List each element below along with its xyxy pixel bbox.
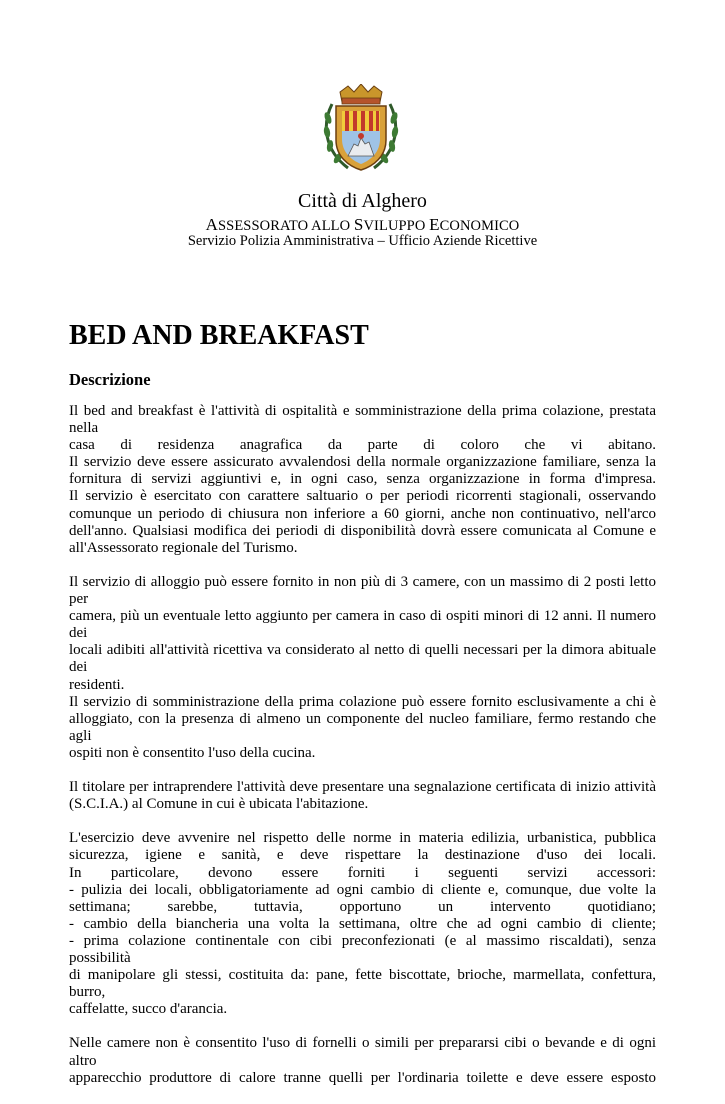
- text-line: - prima colazione continentale con cibi preconfezionati (e al massimo riscaldati), senza possibilità: [69, 932, 656, 966]
- paragraph: [69, 830, 656, 1018]
- text-line: fornitura di servizi aggiuntivi e, in ogni caso, senza organizzazione in forma d'impresa.: [69, 471, 656, 488]
- text-line: di manipolare gli stessi, costituita da: pane, fette biscottate, brioche, marmellata, confettura, burro,: [69, 967, 656, 1001]
- text-line: Il servizio di alloggio può essere fornito in non più di 3 camere, con un massimo di 2 posti letto per: [69, 573, 656, 608]
- text-line: In particolare, devono essere forniti i seguenti servizi accessori:: [69, 864, 656, 881]
- text-line: Il servizio deve essere assicurato avvalendosi della normale organizzazione familiare, senza la: [69, 454, 656, 471]
- text-line: casa di residenza anagrafica da parte di coloro che vi abitano.: [69, 437, 656, 454]
- text-line: (S.C.I.A.) al Comune in cui è ubicata l'abitazione.: [69, 796, 369, 813]
- section-heading: Descrizione: [69, 370, 151, 389]
- text-line: all'Assessorato regionale del Turismo.: [69, 539, 298, 556]
- text-line: camera, più un eventuale letto aggiunto per camera in caso di ospiti minori di 12 anni. Il numero dei: [69, 608, 656, 642]
- text-line: alloggiato, con la presenza di almeno un componente del nucleo familiare, fermo restando che agli: [69, 710, 656, 744]
- text-line: settimana; sarebbe, tuttavia, opportuno un intervento quotidiano;: [69, 898, 656, 915]
- document-body: [69, 403, 656, 1104]
- text-line: locali adibiti all'attività ricettiva va considerato al netto di quelli necessari per la dimora abituale dei: [69, 642, 656, 676]
- paragraph: [69, 1035, 656, 1086]
- text-line: ospiti non è consentito l'uso della cucina.: [69, 744, 316, 761]
- text-line: apparecchio produttore di calore tranne quelli per l'ordinaria toilette e deve essere esposto: [69, 1069, 656, 1086]
- text-line: - cambio della biancheria una volta la settimana, oltre che ad ogni cambio di cliente;: [69, 915, 656, 932]
- city-name: Città di Alghero: [298, 190, 427, 212]
- text-line: - pulizia dei locali, obbligatoriamente ad ogni cambio di cliente e, comunque, due volte la: [69, 881, 656, 898]
- text-line: Il titolare per intraprendere l'attività deve presentare una segnalazione certificata di inizio attività: [69, 779, 656, 796]
- text-line: dell'anno. Qualsiasi modifica dei periodi di disponibilità dovrà essere comunicata al Comune e: [69, 522, 656, 539]
- text-line: comunque un periodo di chiusura non inferiore a 60 giorni, anche non continuativo, nell'arco: [69, 505, 656, 522]
- text-line: residenti.: [69, 676, 125, 693]
- page-title: BED AND BREAKFAST: [69, 320, 369, 351]
- text-line: caffelatte, succo d'arancia.: [69, 1001, 228, 1018]
- text-line: Il bed and breakfast è l'attività di ospitalità e somministrazione della prima colazione, prestata nella: [69, 403, 656, 437]
- text-line: sicurezza, igiene e sanità, e deve rispettare la destinazione d'uso dei locali.: [69, 847, 656, 864]
- paragraph: [69, 574, 656, 762]
- paragraph: [69, 403, 656, 557]
- text-line: Nelle camere non è consentito l'uso di fornelli o simili per prepararsi cibi o bevande e di ogni altro: [69, 1035, 656, 1069]
- paragraph: [69, 779, 656, 813]
- text-line: L'esercizio deve avvenire nel rispetto delle norme in materia edilizia, urbanistica, pubblica: [69, 830, 656, 847]
- coat-of-arms-icon: [318, 84, 404, 174]
- department-name: ASSESSORATO ALLO SVILUPPO ECONOMICO: [205, 215, 520, 234]
- text-line: Il servizio è esercitato con carattere saltuario o per periodi ricorrenti stagionali, osservando: [69, 488, 656, 505]
- service-name: Servizio Polizia Amministrativa – Ufficio Aziende Ricettive: [187, 233, 538, 249]
- text-line: Il servizio di somministrazione della prima colazione può essere fornito esclusivamente a chi è: [69, 693, 656, 710]
